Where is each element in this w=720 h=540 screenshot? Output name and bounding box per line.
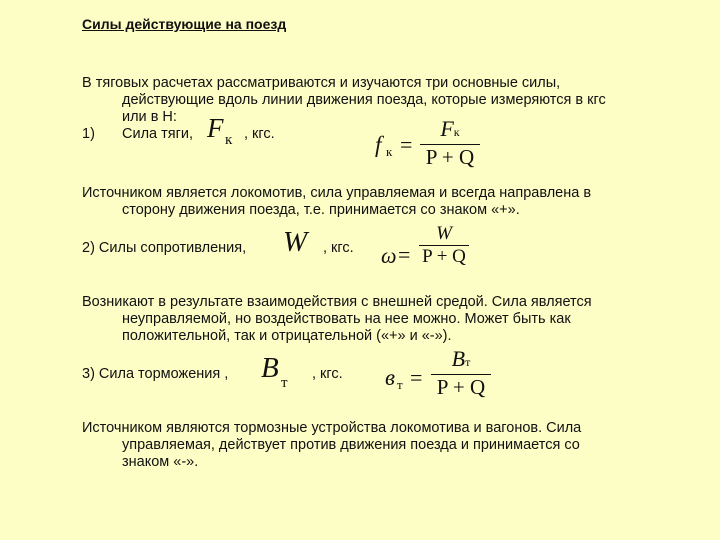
formula-2-fraction bbox=[419, 224, 469, 268]
item-3-unit: , кгс. bbox=[312, 366, 343, 382]
slide-title: Силы действующие на поезд bbox=[82, 16, 287, 32]
formula-3-fraction bbox=[431, 348, 491, 399]
formula-2-equals: = bbox=[398, 242, 411, 267]
item-2-unit: , кгс. bbox=[323, 240, 354, 256]
intro-line-2: действующие вдоль линии движения поезда, которые измеряются в кгс bbox=[122, 92, 606, 108]
para-3-line-3: знаком «-». bbox=[122, 454, 199, 470]
formula-3-denominator: P + Q bbox=[436, 375, 486, 399]
para-1-line-1: Источником является локомотив, сила управляемая и всегда направлена в bbox=[82, 185, 592, 201]
para-2-line-1: Возникают в результате взаимодействия с внешней средой. Сила является bbox=[82, 294, 592, 310]
item-2-label: 2) Силы сопротивления, bbox=[82, 240, 247, 256]
para-3-line-1: Источником являются тормозные устройства локомотива и вагонов. Сила bbox=[82, 420, 582, 436]
formula-3-lhs-subscript: т bbox=[397, 377, 403, 392]
item-1-symbol-subscript: к bbox=[225, 132, 233, 148]
item-1-label: Сила тяги, bbox=[122, 126, 194, 142]
formula-1-fraction bbox=[420, 118, 480, 169]
formula-1-lhs: f bbox=[375, 132, 382, 157]
item-3-label: 3) Сила торможения , bbox=[82, 366, 229, 382]
item-3-symbol: B bbox=[261, 352, 279, 384]
formula-2-numerator: W bbox=[436, 223, 452, 244]
intro-line-1: В тяговых расчетах рассматриваются и изучаются три основные силы, bbox=[82, 75, 561, 91]
formula-3-equals: = bbox=[410, 365, 423, 390]
formula-2-denominator: P + Q bbox=[422, 246, 466, 267]
formula-1-numerator: F bbox=[440, 116, 454, 141]
item-1-unit: , кгс. bbox=[244, 126, 275, 142]
item-1-number: 1) bbox=[82, 126, 95, 142]
formula-2-lhs: ω bbox=[381, 243, 397, 268]
formula-1-denominator: P + Q bbox=[425, 145, 475, 169]
formula-1-equals: = bbox=[400, 132, 413, 157]
formula-3-numerator: B bbox=[451, 346, 466, 371]
para-3-line-2: управляемая, действует против движения поезда и принимается со bbox=[122, 437, 580, 453]
formula-3-numerator-subscript: т bbox=[465, 355, 471, 369]
para-1-line-2: сторону движения поезда, т.е. принимается со знаком «+». bbox=[122, 202, 520, 218]
item-3-symbol-subscript: т bbox=[281, 375, 288, 391]
formula-3-lhs: в bbox=[385, 365, 395, 390]
para-2-line-2: неуправляемой, но воздействовать на нее можно. Может быть как bbox=[122, 311, 571, 327]
formula-1-lhs-subscript: к bbox=[386, 144, 393, 159]
para-2-line-3: положительной, так и отрицательной («+» и «-»). bbox=[122, 328, 452, 344]
item-2-symbol: W bbox=[283, 226, 308, 258]
intro-line-3: или в Н: bbox=[122, 109, 177, 125]
formula-1-numerator-subscript: к bbox=[453, 125, 460, 139]
item-1-symbol: F bbox=[207, 113, 224, 143]
